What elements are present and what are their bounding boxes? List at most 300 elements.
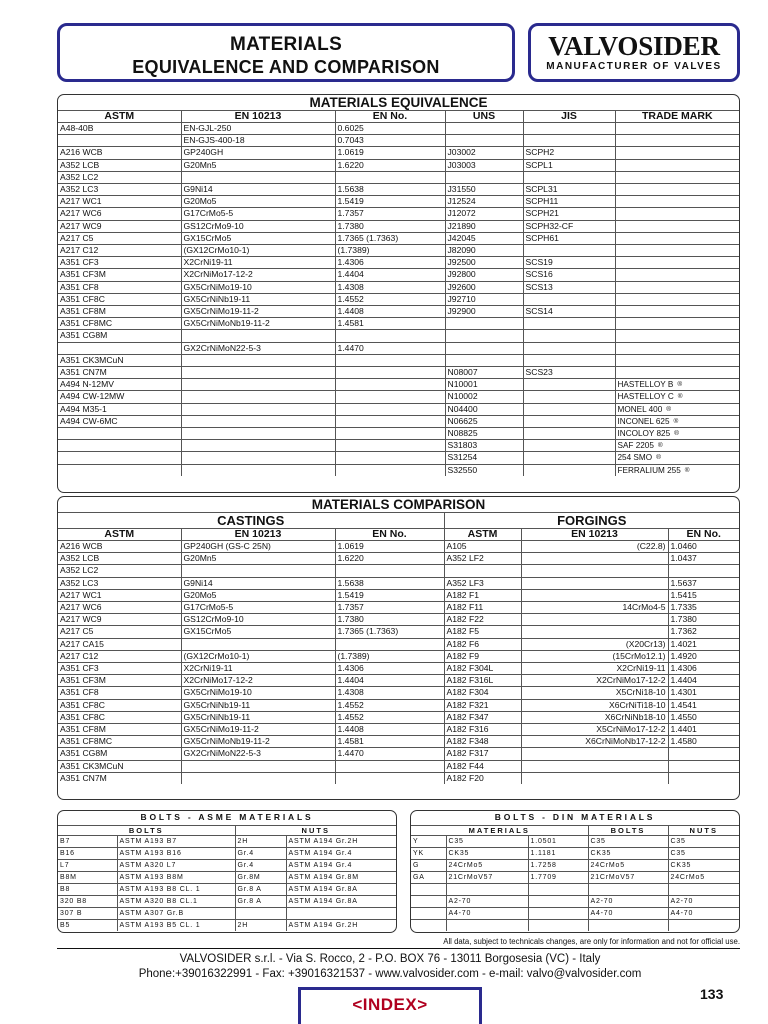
comparison-cell: 1.4408 (335, 724, 444, 736)
comparison-cell: A182 F304 (444, 687, 521, 699)
bolts-din-cell: 1.1181 (528, 847, 588, 859)
comparison-cell: 1.4920 (668, 650, 739, 662)
bolts-din-cell (588, 919, 668, 931)
equivalence-cell: A352 LC2 (58, 171, 181, 183)
equivalence-cell (335, 428, 445, 440)
equivalence-cell: GX15CrMo5 (181, 232, 335, 244)
comparison-cell (521, 589, 668, 601)
equivalence-cell: 1.5419 (335, 196, 445, 208)
registered-mark: ® (684, 466, 690, 474)
comparison-cell: 1.7365 (1.7363) (335, 626, 444, 638)
equivalence-cell (615, 269, 739, 281)
equivalence-cell (615, 159, 739, 171)
comparison-cell: 14CrMo4-5 (521, 602, 668, 614)
bolts-din-cell: C35 (588, 835, 668, 847)
equivalence-cell: J21890 (445, 220, 523, 232)
comparison-row (58, 565, 739, 577)
comparison-cell: A217 WC6 (58, 602, 181, 614)
comparison-cell: X2CrNiMo17-12-2 (521, 675, 668, 687)
comparison-cell: A182 F321 (444, 699, 521, 711)
comparison-cell: G9Ni14 (181, 577, 335, 589)
equivalence-row (58, 330, 739, 342)
comparison-cell (181, 638, 335, 650)
equivalence-cell (615, 171, 739, 183)
bolts-din-cell: A4-70 (446, 907, 528, 919)
bolts-din-panel (410, 810, 740, 933)
equivalence-cell (523, 135, 615, 147)
index-label[interactable]: <INDEX> (352, 995, 428, 1014)
bolts-asme-cell: ASTM A193 B8M (117, 871, 235, 883)
comparison-row (58, 724, 739, 736)
bolts-din-table (411, 811, 739, 931)
equivalence-cell: A352 LCB (58, 159, 181, 171)
equivalence-cell (335, 330, 445, 342)
bolts-asme-col-nuts: NUTS (235, 825, 396, 835)
bolts-din-cell: C35 (668, 847, 739, 859)
equivalence-cell (445, 171, 523, 183)
equivalence-cell: G20Mn5 (181, 159, 335, 171)
equivalence-row (58, 415, 739, 427)
comparison-cell (521, 626, 668, 638)
comparison-cell (335, 772, 444, 784)
equivalence-cell: SCPH2 (523, 147, 615, 159)
equivalence-row (58, 171, 739, 183)
equivalence-cell (615, 354, 739, 366)
equivalence-cell: 1.7380 (335, 220, 445, 232)
comparison-cell: A182 F316 (444, 724, 521, 736)
comparison-col-5: EN No. (668, 529, 739, 541)
equivalence-cell: A351 CK3MCuN (58, 354, 181, 366)
comparison-cell: A182 F44 (444, 760, 521, 772)
equivalence-cell: J92500 (445, 257, 523, 269)
equivalence-cell: A217 C12 (58, 245, 181, 257)
equivalence-row (58, 428, 739, 440)
bolts-asme-cell: L7 (58, 859, 117, 871)
equivalence-cell: SCS14 (523, 306, 615, 318)
equivalence-cell (615, 208, 739, 220)
comparison-cell: (X20Cr13) (521, 638, 668, 650)
equivalence-cell: EN-GJL-250 (181, 123, 335, 135)
bolts-asme-cell: Gr.4 (235, 847, 286, 859)
equivalence-cell: J03002 (445, 147, 523, 159)
equivalence-cell: J12524 (445, 196, 523, 208)
comparison-row (58, 772, 739, 784)
equivalence-cell: 1.4408 (335, 306, 445, 318)
comparison-cell: 1.4021 (668, 638, 739, 650)
bolts-asme-cell: Gr.8M (235, 871, 286, 883)
comparison-row (58, 577, 739, 589)
equivalence-col-1: EN 10213 (181, 111, 335, 123)
equivalence-row (58, 342, 739, 354)
comparison-cell (335, 638, 444, 650)
comparison-cell: GS12CrMo9-10 (181, 614, 335, 626)
bolts-din-cell: 24CrMo5 (446, 859, 528, 871)
page-title: MATERIALS (229, 34, 343, 55)
comparison-cell: 1.7380 (668, 614, 739, 626)
comparison-cell: X6CrNiNb18-10 (521, 711, 668, 723)
equivalence-cell (445, 330, 523, 342)
comparison-cell: A351 CF8M (58, 724, 181, 736)
equivalence-cell: A217 WC6 (58, 208, 181, 220)
equivalence-cell: A494 CW-12MW (58, 391, 181, 403)
equivalence-cell: A352 LC3 (58, 184, 181, 196)
bolts-asme-cell: Gr.8 A (235, 895, 286, 907)
comparison-cell (444, 565, 521, 577)
equivalence-cell: INCONEL 625 ® (615, 415, 739, 427)
equivalence-cell (523, 123, 615, 135)
bolts-din-cell (446, 919, 528, 931)
bolts-din-cell (528, 919, 588, 931)
equivalence-cell (523, 403, 615, 415)
equivalence-cell: GX5CrNiMoNb19-11-2 (181, 318, 335, 330)
bolts-din-cell: 1.7709 (528, 871, 588, 883)
comparison-cell: GX5CrNiNb19-11 (181, 711, 335, 723)
equivalence-cell: A494 M35-1 (58, 403, 181, 415)
equivalence-cell: A351 CF8 (58, 281, 181, 293)
comparison-cell: A351 CG8M (58, 748, 181, 760)
comparison-cell (521, 565, 668, 577)
equivalence-cell (335, 415, 445, 427)
bolts-din-title: BOLTS - DIN MATERIALS (494, 812, 656, 823)
equivalence-cell: GS12CrMo9-10 (181, 220, 335, 232)
bolts-din-cell (588, 883, 668, 895)
equivalence-cell: S31803 (445, 440, 523, 452)
comparison-row (58, 699, 739, 711)
equivalence-panel (57, 94, 740, 493)
equivalence-cell: 254 SMO ® (615, 452, 739, 464)
bolts-din-row (411, 919, 739, 931)
bolts-din-cell: A4-70 (668, 907, 739, 919)
equivalence-cell: X2CrNiMo17-12-2 (181, 269, 335, 281)
equivalence-cell (445, 135, 523, 147)
comparison-cell: 1.4401 (668, 724, 739, 736)
equivalence-cell: SCPH11 (523, 196, 615, 208)
comparison-cell: 1.5419 (335, 589, 444, 601)
equivalence-cell (615, 184, 739, 196)
comparison-cell: GX5CrNiNb19-11 (181, 699, 335, 711)
bolts-din-col-nuts: NUTS (668, 825, 739, 835)
bolts-din-cell: A2-70 (668, 895, 739, 907)
comparison-cell (521, 748, 668, 760)
bolts-din-cell: CK35 (588, 847, 668, 859)
equivalence-cell: EN-GJS-400-18 (181, 135, 335, 147)
equivalence-cell: A217 WC1 (58, 196, 181, 208)
equivalence-row (58, 257, 739, 269)
comparison-cell: X2CrNi19-11 (181, 663, 335, 675)
equivalence-cell (523, 171, 615, 183)
equivalence-cell: SAF 2205 ® (615, 440, 739, 452)
registered-mark: ® (673, 417, 679, 425)
comparison-row (58, 638, 739, 650)
bolts-din-cell: A4-70 (588, 907, 668, 919)
equivalence-cell (523, 293, 615, 305)
equivalence-cell: SCPH61 (523, 232, 615, 244)
comparison-row (58, 748, 739, 760)
equivalence-cell (615, 147, 739, 159)
equivalence-cell: MONEL 400 ® (615, 403, 739, 415)
footer-divider (57, 948, 740, 949)
disclaimer-note: All data, subject to technicals changes, are only for information and not for official use. (443, 937, 740, 946)
equivalence-cell (58, 464, 181, 476)
page-number: 133 (700, 986, 724, 1002)
comparison-cell: X5CrNiMo17-12-2 (521, 724, 668, 736)
comparison-cell: 1.4552 (335, 699, 444, 711)
bolts-din-cell: CK35 (446, 847, 528, 859)
comparison-cell: X5CrNi18-10 (521, 687, 668, 699)
equivalence-cell (615, 342, 739, 354)
equivalence-cell: 1.7365 (1.7363) (335, 232, 445, 244)
comparison-cell: A182 F348 (444, 736, 521, 748)
comparison-col-2: EN No. (335, 529, 444, 541)
equivalence-cell: A351 CG8M (58, 330, 181, 342)
comparison-cell: A217 WC1 (58, 589, 181, 601)
equivalence-col-4: JIS (523, 111, 615, 123)
comparison-cell: A351 CK3MCuN (58, 760, 181, 772)
comparison-cell: G20Mn5 (181, 553, 335, 565)
registered-mark: ® (656, 454, 661, 462)
equivalence-cell: A351 CF3 (58, 257, 181, 269)
equivalence-cell: J92800 (445, 269, 523, 281)
equivalence-row (58, 208, 739, 220)
equivalence-cell (181, 452, 335, 464)
bolts-din-col-bolts: BOLTS (588, 825, 668, 835)
comparison-cell: 1.7380 (335, 614, 444, 626)
comparison-cell: (C22.8) (521, 541, 668, 553)
equivalence-cell: G17CrMo5-5 (181, 208, 335, 220)
equivalence-cell (615, 367, 739, 379)
equivalence-cell (615, 257, 739, 269)
equivalence-row (58, 232, 739, 244)
comparison-cell: 1.7335 (668, 602, 739, 614)
bolts-din-cell (446, 883, 528, 895)
bolts-din-cell: Y (411, 835, 446, 847)
equivalence-cell (181, 391, 335, 403)
equivalence-row (58, 293, 739, 305)
bolts-asme-cell: 307 B (58, 907, 117, 919)
comparison-panel (57, 496, 740, 800)
equivalence-cell: 1.4404 (335, 269, 445, 281)
equivalence-cell: 1.6220 (335, 159, 445, 171)
comparison-cell (521, 760, 668, 772)
equivalence-cell (58, 452, 181, 464)
comparison-cell: (1.7389) (335, 650, 444, 662)
equivalence-cell: A494 N-12MV (58, 379, 181, 391)
comparison-cell: 1.4404 (668, 675, 739, 687)
equivalence-cell: GX5CrNiMo19-11-2 (181, 306, 335, 318)
comparison-cell: A217 C5 (58, 626, 181, 638)
equivalence-cell (523, 354, 615, 366)
registered-mark: ® (666, 405, 672, 413)
equivalence-row (58, 147, 739, 159)
comparison-cell: A351 CN7M (58, 772, 181, 784)
comparison-cell: A352 LC3 (58, 577, 181, 589)
equivalence-cell: 1.5638 (335, 184, 445, 196)
equivalence-cell (335, 403, 445, 415)
bolts-asme-cell: ASTM A193 B7 (117, 835, 235, 847)
comparison-cell (181, 565, 335, 577)
equivalence-cell: SCPL1 (523, 159, 615, 171)
equivalence-cell (523, 245, 615, 257)
equivalence-cell: SCS19 (523, 257, 615, 269)
comparison-cell: 1.4306 (668, 663, 739, 675)
registered-mark: ® (674, 430, 679, 438)
equivalence-cell (181, 428, 335, 440)
bolts-asme-cell: ASTM A194 Gr.4 (286, 847, 396, 859)
equivalence-cell (523, 391, 615, 403)
equivalence-cell (615, 196, 739, 208)
bolts-din-cell: YK (411, 847, 446, 859)
equivalence-col-2: EN No. (335, 111, 445, 123)
index-button[interactable] (298, 987, 482, 1024)
equivalence-cell: 0.7043 (335, 135, 445, 147)
equivalence-cell: SCPL31 (523, 184, 615, 196)
bolts-din-row (411, 835, 739, 847)
equivalence-cell (445, 342, 523, 354)
equivalence-cell: (1.7389) (335, 245, 445, 257)
bolts-din-row (411, 859, 739, 871)
comparison-row (58, 541, 739, 553)
comparison-col-0: ASTM (58, 529, 181, 541)
equivalence-cell: S32550 (445, 464, 523, 476)
bolts-asme-cell: B16 (58, 847, 117, 859)
bolts-asme-cell: ASTM A193 B5 CL. 1 (117, 919, 235, 931)
equivalence-cell: A48-40B (58, 123, 181, 135)
equivalence-cell: A351 CF8M (58, 306, 181, 318)
equivalence-row (58, 135, 739, 147)
comparison-cell: A351 CF8 (58, 687, 181, 699)
equivalence-cell: (GX12CrMo10-1) (181, 245, 335, 257)
equivalence-row (58, 440, 739, 452)
bolts-din-cell: 1.7258 (528, 859, 588, 871)
equivalence-cell: A351 CF3M (58, 269, 181, 281)
comparison-cell (668, 760, 739, 772)
comparison-cell: 1.0619 (335, 541, 444, 553)
equivalence-cell (445, 123, 523, 135)
registered-mark: ® (677, 381, 683, 389)
equivalence-cell: GX2CrNiMoN22-5-3 (181, 342, 335, 354)
comparison-cell: 1.7362 (668, 626, 739, 638)
equivalence-cell: A216 WCB (58, 147, 181, 159)
equivalence-col-5: TRADE MARK (615, 111, 739, 123)
equivalence-cell (181, 330, 335, 342)
equivalence-cell: S31254 (445, 452, 523, 464)
brand-name: VALVOSIDER (548, 31, 720, 61)
equivalence-cell: J92600 (445, 281, 523, 293)
comparison-cell: A182 F317 (444, 748, 521, 760)
equivalence-cell (523, 464, 615, 476)
bolts-asme-cell: ASTM A194 Gr.8M (286, 871, 396, 883)
comparison-cell: GX2CrNiMoN22-5-3 (181, 748, 335, 760)
equivalence-cell: HASTELLOY B ® (615, 379, 739, 391)
comparison-title: MATERIALS COMPARISON (311, 497, 486, 512)
company-address (40, 952, 740, 981)
bolts-asme-cell (235, 907, 286, 919)
equivalence-cell (181, 403, 335, 415)
equivalence-cell: J92900 (445, 306, 523, 318)
equivalence-cell (181, 171, 335, 183)
comparison-cell: A217 CA15 (58, 638, 181, 650)
comparison-cell: X2CrNi19-11 (521, 663, 668, 675)
equivalence-cell (445, 354, 523, 366)
bolts-din-cell: 21CrMoV57 (588, 871, 668, 883)
bolts-asme-cell: ASTM A194 Gr.4 (286, 859, 396, 871)
comparison-cell: A352 LCB (58, 553, 181, 565)
equivalence-cell: N06625 (445, 415, 523, 427)
comparison-cell: A182 F1 (444, 589, 521, 601)
comparison-table (58, 512, 739, 784)
comparison-cell: A182 F20 (444, 772, 521, 784)
bolts-asme-cell: 2H (235, 919, 286, 931)
bolts-din-col-materials: MATERIALS (411, 825, 588, 835)
comparison-row (58, 760, 739, 772)
bolts-asme-cell: ASTM A194 Gr.8A (286, 895, 396, 907)
bolts-din-row (411, 895, 739, 907)
comparison-row (58, 711, 739, 723)
bolts-din-cell: CK35 (668, 859, 739, 871)
comparison-cell: 1.4301 (668, 687, 739, 699)
castings-header: CASTINGS (58, 513, 444, 529)
equivalence-row (58, 123, 739, 135)
equivalence-cell: HASTELLOY C ® (615, 391, 739, 403)
bolts-asme-row (58, 919, 396, 931)
comparison-cell: A351 CF8C (58, 711, 181, 723)
equivalence-row (58, 318, 739, 330)
bolts-din-cell (528, 907, 588, 919)
title-box (57, 23, 515, 82)
equivalence-cell (615, 220, 739, 232)
equivalence-row (58, 269, 739, 281)
bolts-din-cell: A2-70 (588, 895, 668, 907)
equivalence-cell (58, 440, 181, 452)
bolts-din-cell (668, 919, 739, 931)
bolts-din-cell (411, 883, 446, 895)
bolts-asme-title: BOLTS - ASME MATERIALS (140, 812, 314, 823)
comparison-cell: A182 F316L (444, 675, 521, 687)
forgings-header: FORGINGS (444, 513, 739, 529)
comparison-cell: 1.0460 (668, 541, 739, 553)
contacts-line: Phone:+39016322991 - Fax: +39016321537 - www.valvosider.com - e-mail: valvo@valvosider.com (138, 967, 642, 980)
comparison-cell: A105 (444, 541, 521, 553)
equivalence-title: MATERIALS EQUIVALENCE (309, 95, 488, 110)
comparison-cell: A182 F11 (444, 602, 521, 614)
equivalence-cell: 1.7357 (335, 208, 445, 220)
bolts-asme-cell: ASTM A320 L7 (117, 859, 235, 871)
bolts-din-cell: C35 (668, 835, 739, 847)
bolts-asme-cell: ASTM A194 Gr.2H (286, 919, 396, 931)
equivalence-cell: A351 CF8MC (58, 318, 181, 330)
bolts-asme-row (58, 847, 396, 859)
bolts-asme-table (58, 811, 396, 931)
comparison-row (58, 736, 739, 748)
comparison-cell: A217 WC9 (58, 614, 181, 626)
equivalence-cell (335, 391, 445, 403)
comparison-cell: A182 F22 (444, 614, 521, 626)
equivalence-row (58, 354, 739, 366)
bolts-asme-cell: ASTM A194 Gr.8A (286, 883, 396, 895)
comparison-cell (668, 748, 739, 760)
comparison-row (58, 626, 739, 638)
equivalence-row (58, 391, 739, 403)
bolts-din-cell: G (411, 859, 446, 871)
equivalence-cell: 1.4470 (335, 342, 445, 354)
equivalence-cell (181, 415, 335, 427)
equivalence-cell: N10002 (445, 391, 523, 403)
equivalence-cell: A217 WC9 (58, 220, 181, 232)
equivalence-cell (181, 379, 335, 391)
comparison-cell: 1.5415 (668, 589, 739, 601)
equivalence-cell (181, 464, 335, 476)
equivalence-cell (615, 330, 739, 342)
